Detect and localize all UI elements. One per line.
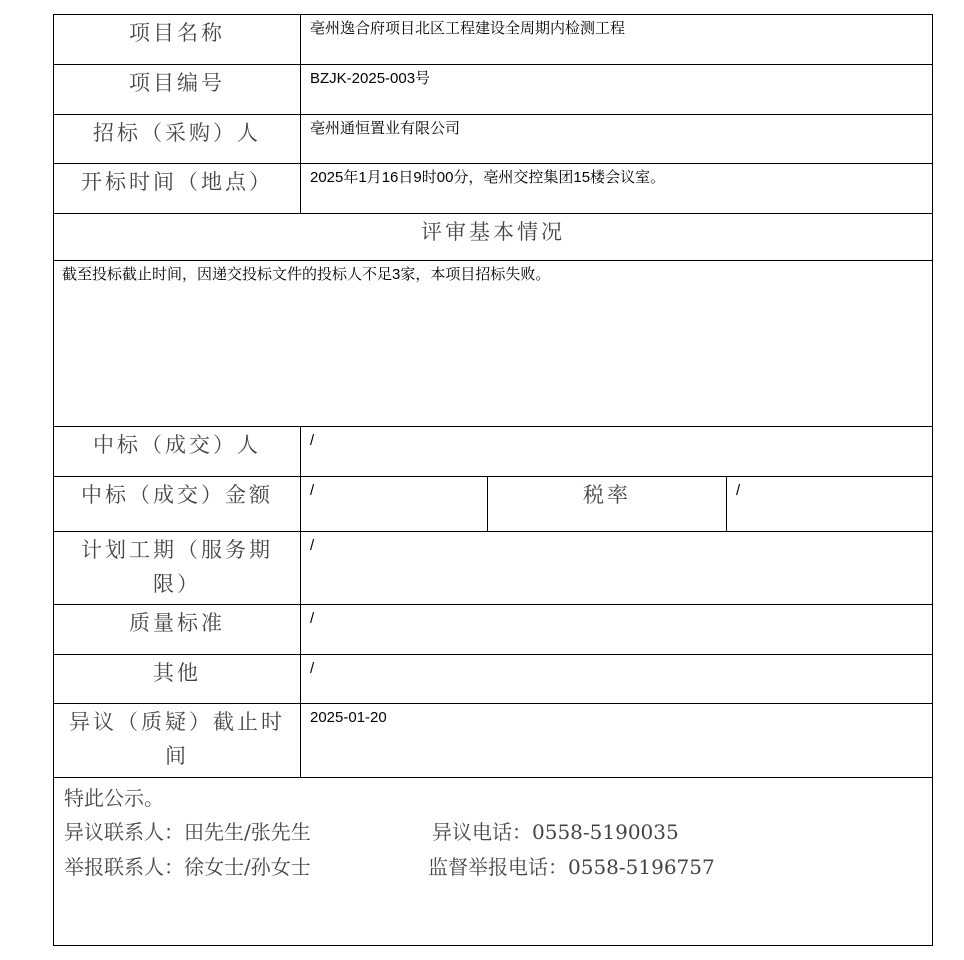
row-tenderer bbox=[54, 115, 932, 164]
period-label bbox=[54, 532, 300, 604]
other-value: / bbox=[300, 655, 932, 703]
row-review-title bbox=[54, 214, 932, 261]
report-contact-line bbox=[64, 850, 924, 885]
project-no-label: 项目编号 bbox=[129, 71, 225, 95]
row-objection-deadline bbox=[54, 704, 932, 778]
report-contact: 举报联系人：徐女士/孙女士 bbox=[64, 855, 311, 879]
row-period bbox=[54, 532, 932, 605]
objection-phone: 异议电话：0558-5190035 bbox=[432, 820, 679, 844]
row-winner bbox=[54, 427, 932, 477]
winner-label: 中标（成交）人 bbox=[93, 433, 261, 457]
tax-rate-label: 税率 bbox=[487, 477, 726, 531]
winner-value: / bbox=[300, 427, 932, 476]
objection-contact: 异议联系人：田先生/张先生 bbox=[64, 820, 311, 844]
amount-label: 中标（成交）金额 bbox=[81, 483, 273, 507]
row-project-name bbox=[54, 15, 932, 65]
row-other bbox=[54, 655, 932, 704]
row-amount bbox=[54, 477, 932, 532]
row-quality bbox=[54, 605, 932, 655]
open-time-label: 开标时间（地点） bbox=[81, 170, 273, 194]
notice-block bbox=[64, 781, 924, 885]
period-label-line1: 计划工期（服务期 bbox=[81, 538, 273, 562]
report-phone: 监督举报电话：0558-5196757 bbox=[428, 855, 715, 879]
review-content: 截至投标截止时间，因递交投标文件的投标人不足3家，本项目招标失败。 bbox=[62, 266, 551, 283]
period-value: / bbox=[300, 532, 932, 604]
period-label-line2: 限） bbox=[153, 572, 201, 596]
objection-deadline-label-line1: 异议（质疑）截止时 bbox=[69, 710, 285, 734]
announcement-table bbox=[53, 14, 933, 946]
open-time-value: 2025年1月16日9时00分，亳州交控集团15楼会议室。 bbox=[300, 164, 932, 213]
objection-contact-line bbox=[64, 815, 924, 850]
row-project-no bbox=[54, 65, 932, 115]
quality-value: / bbox=[300, 605, 932, 654]
objection-deadline-label-line2: 间 bbox=[165, 744, 189, 768]
tenderer-value: 亳州通恒置业有限公司 bbox=[300, 115, 932, 163]
project-no-value: BZJK-2025-003号 bbox=[300, 65, 932, 114]
objection-deadline-value: 2025-01-20 bbox=[300, 704, 932, 777]
tax-rate-value: / bbox=[726, 477, 932, 531]
notice-line1: 特此公示。 bbox=[64, 786, 164, 810]
amount-value: / bbox=[300, 477, 487, 531]
project-name-value: 亳州逸合府项目北区工程建设全周期内检测工程 bbox=[300, 15, 932, 64]
row-review-content bbox=[54, 261, 932, 427]
other-label: 其他 bbox=[153, 661, 201, 685]
objection-deadline-label bbox=[54, 704, 300, 777]
review-title: 评审基本情况 bbox=[421, 220, 565, 244]
project-name-label: 项目名称 bbox=[129, 21, 225, 45]
tenderer-label: 招标（采购）人 bbox=[93, 121, 261, 145]
row-open-time bbox=[54, 164, 932, 214]
quality-label: 质量标准 bbox=[129, 611, 225, 635]
